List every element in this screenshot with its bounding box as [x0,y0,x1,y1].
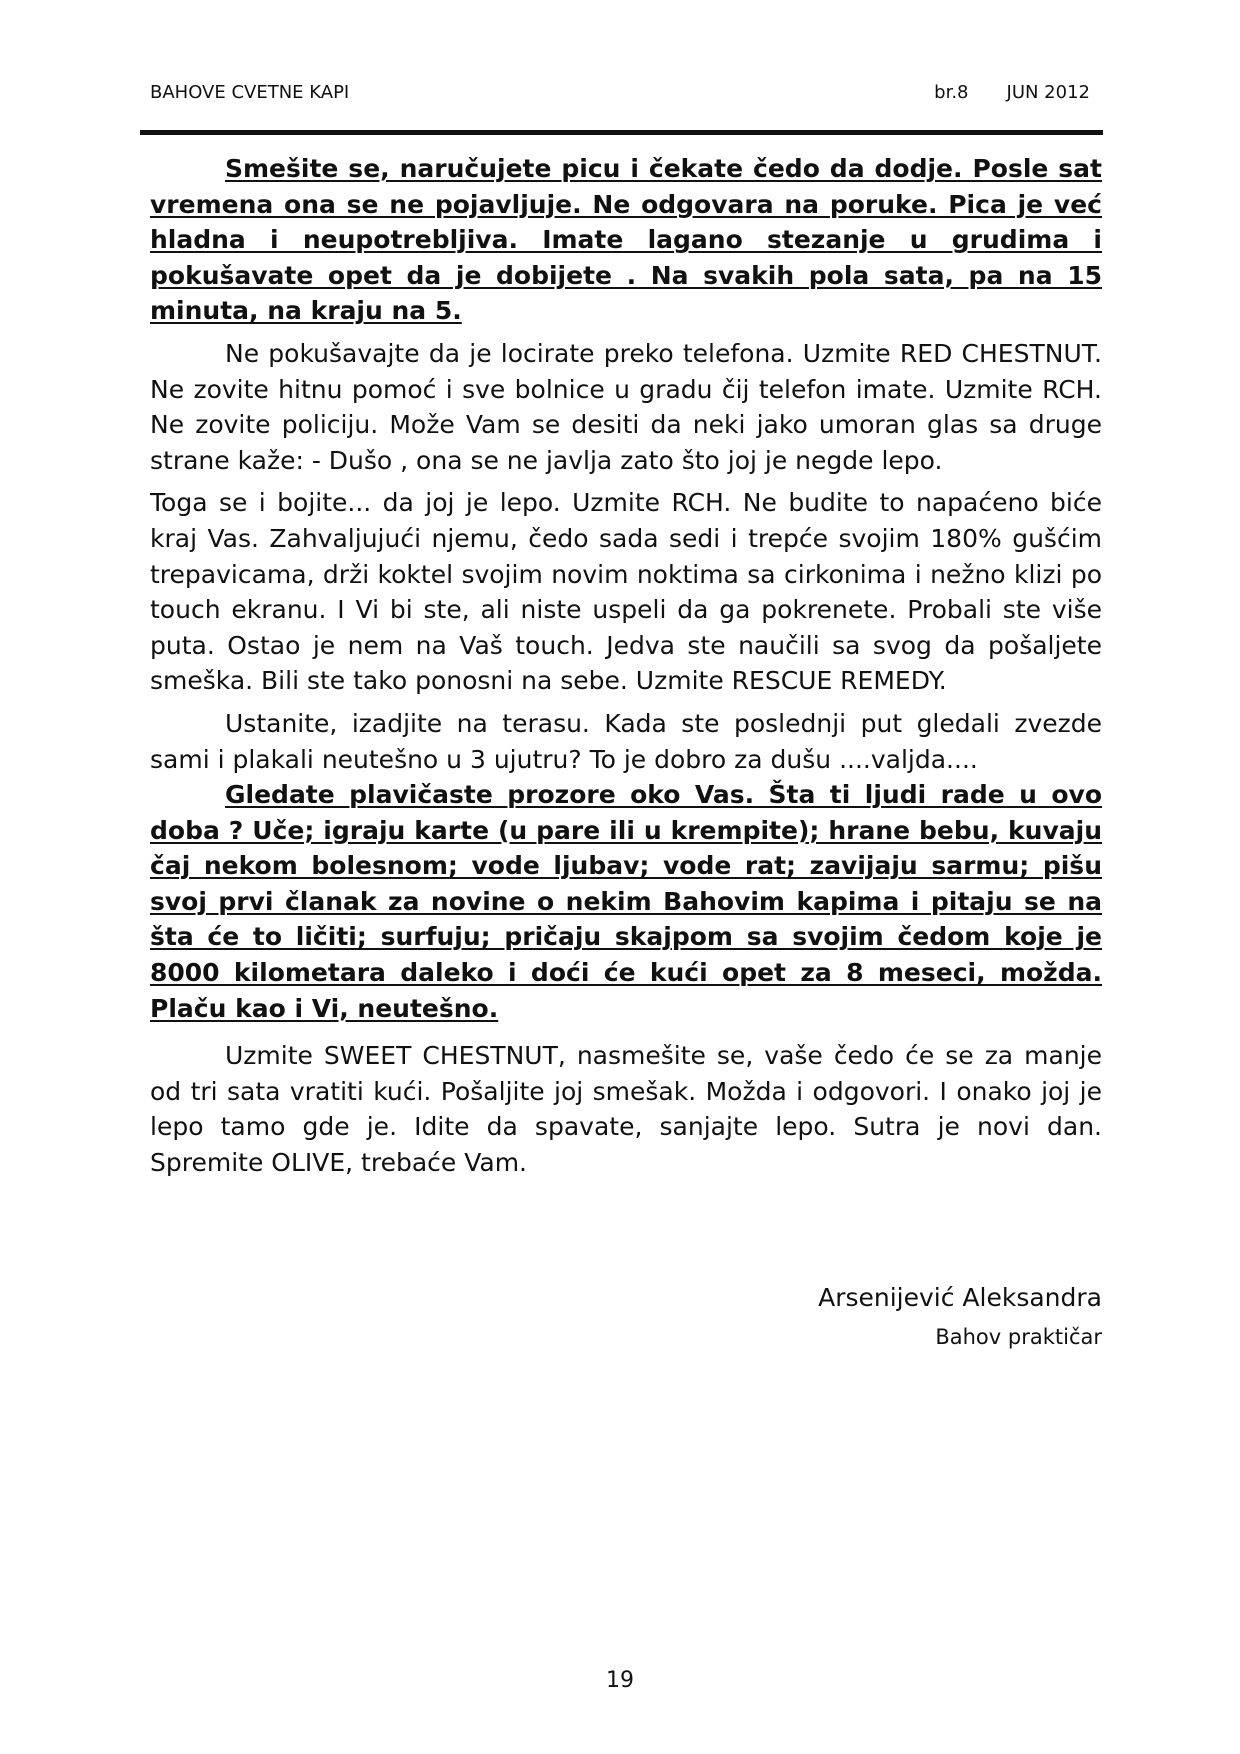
issue-date: JUN 2012 [1006,82,1090,103]
issue-number: br.8 [934,82,969,103]
header-divider [140,130,1103,135]
author-signature [818,1280,1102,1354]
paragraph-2: Ne pokušavajte da je locirate preko telefona. Uzmite RED CHESTNUT. Ne zovite hitnu pomoć i sve bolnice u gradu čij telefon imate. Uzmite RCH. Ne zovite policiju. Može Vam se desiti da neki jako umoran glas sa druge strane kaže: - Dušo , ona se ne javlja zato što joj je negde lepo. [150,338,1102,475]
paragraph-3: Toga se i bojite... da joj je lepo. Uzmite RCH. Ne budite to napaćeno biće kraj Vas. Zahvaljujući njemu, čedo sada sedi i trepće svojim 180% gušćim trepavicama, drži koktel svojim novim noktima sa cirkonima i nežno klizi po touch ekranu. I Vi bi ste, ali niste uspeli da ga pokrenete. Probali ste više puta. Ostao je nem na Vaš touch. Jedva ste naučili sa svog da pošaljete smeška. Bili ste tako ponosni na sebe. Uzmite RESCUE REMEDY. [150,488,1102,696]
article-body [150,151,1102,1188]
paragraph-5: Gledate plavičaste prozore oko Vas. Šta ti ljudi rade u ovo doba ? Uče; igraju karte (u pare ili u krempite); hrane bebu, kuvaju čaj nekom bolesnom; vode ljubav; vode rat; zavijaju sarmu; pišu svoj prvi članak za novine o nekim Bahovim kapima i pitaju se na šta će to ličiti; surfuju; pričaju skajpom sa svojim čedom koje je 8000 kilometara daleko i doći će kući opet za 8 meseci, možda. Plaču kao i Vi, neutešno. [150,780,1102,1023]
paragraph-1: Smešite se, naručujete picu i čekate čedo da dodje. Posle sat vremena ona se ne pojavljuje. Ne odgovara na poruke. Pica je već hladna i neupotrebljiva. Imate lagano stezanje u grudima i pokušavate opet da je dobijete . Na svakih pola sata, pa na 15 minuta, na kraju na 5. [150,154,1102,326]
paragraph-6: Uzmite SWEET CHESTNUT, nasmešite se, vaše čedo će se za manje od tri sata vratiti kući. Pošaljite joj smešak. Možda i odgovori. I onako joj je lepo tamo gde je. Idite da spavate, sanjajte lepo. Sutra je novi dan. Spremite OLIVE, trebaće Vam. [150,1041,1102,1178]
page-header [150,82,1090,108]
paragraph-4: Ustanite, izadjite na terasu. Kada ste poslednji put gledali zvezde sami i plakali neutešno u 3 ujutru? To je dobro za dušu ....valjda.... [150,708,1102,774]
magazine-title: BAHOVE CVETNE KAPI [150,82,350,103]
author-name: Arsenijević Aleksandra [818,1283,1102,1312]
issue-info [934,82,1090,103]
page-number: 19 [606,1668,634,1693]
author-title: Bahov praktičar [935,1325,1102,1349]
